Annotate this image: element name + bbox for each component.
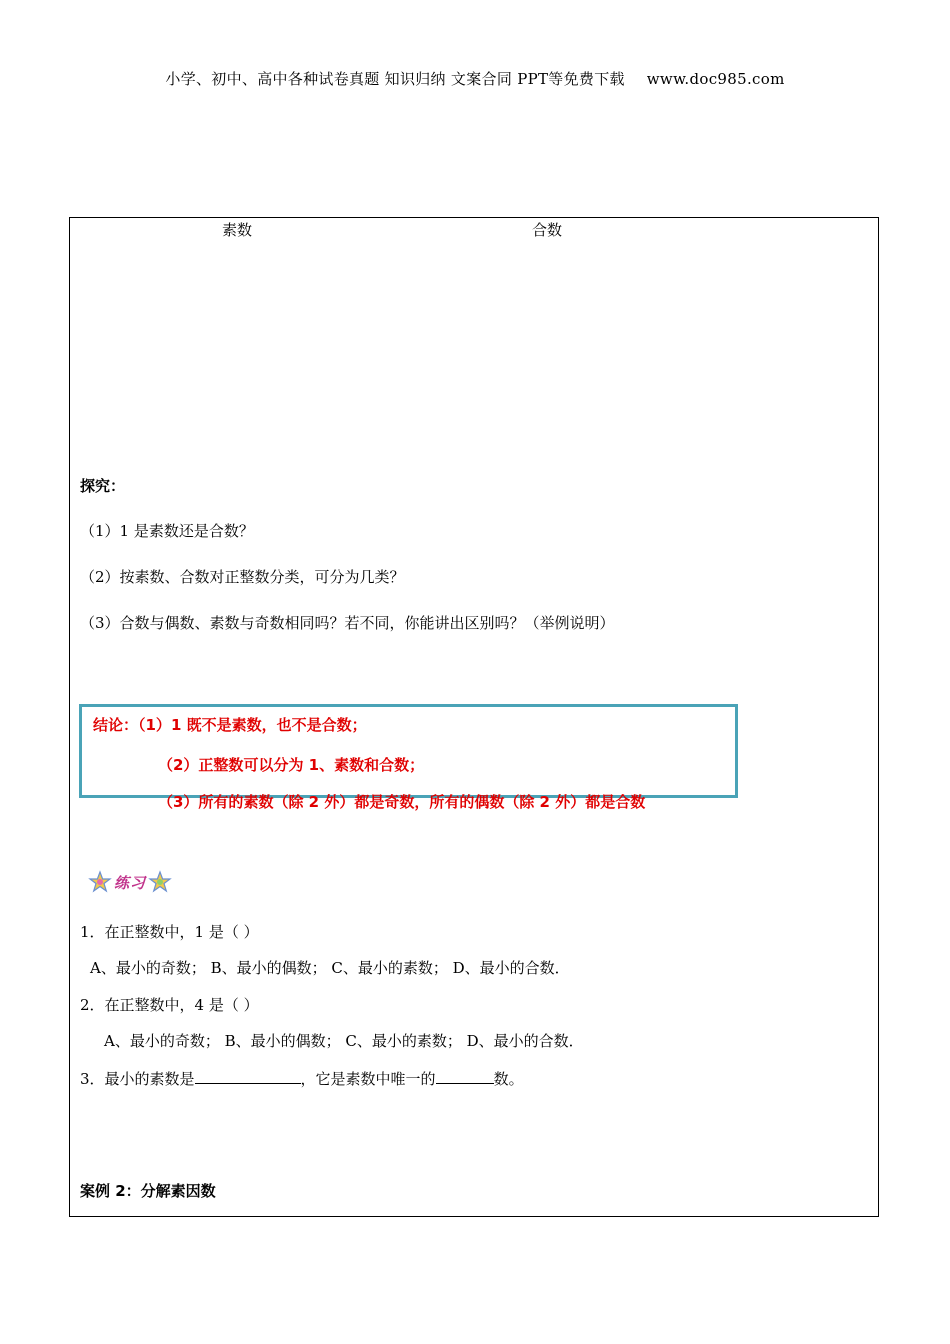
- explore-question-1: （1）1 是素数还是合数？: [80, 522, 254, 540]
- conclusion-line-3: （3）所有的素数（除 2 外）都是奇数，所有的偶数（除 2 外）都是合数: [158, 793, 646, 811]
- answer-blank-2[interactable]: [436, 1069, 494, 1084]
- star-icon: [148, 870, 172, 894]
- column-header-prime: 素数: [222, 221, 253, 239]
- conclusion-box: [79, 704, 738, 811]
- practice-question-2-options: A、最小的奇数； B、最小的偶数； C、最小的素数； D、最小的合数．: [104, 1032, 584, 1050]
- explore-title: 探究：: [80, 477, 126, 495]
- practice-question-2: 2．在正整数中，4 是（ ）: [80, 996, 259, 1014]
- explore-question-3: （3）合数与偶数、素数与奇数相同吗？若不同，你能讲出区别吗？（举例说明）: [80, 614, 615, 632]
- column-header-composite: 合数: [532, 221, 563, 239]
- explore-question-2: （2）按素数、合数对正整数分类，可分为几类？: [80, 568, 405, 586]
- answer-blank-1[interactable]: [195, 1069, 301, 1084]
- page-header: [0, 68, 950, 89]
- conclusion-line-1: 结论：（1）1 既不是素数，也不是合数；: [93, 716, 367, 734]
- practice-question-3: [80, 1068, 524, 1089]
- header-text: 小学、初中、高中各种试卷真题 知识归纳 文案合同 PPT等免费下载: [165, 70, 625, 88]
- question-3-part-2: ，它是素数中唯一的: [300, 1070, 436, 1088]
- practice-badge: [88, 868, 172, 896]
- question-3-part-1: 3．最小的素数是: [80, 1070, 195, 1088]
- practice-question-1: 1．在正整数中，1 是（ ）: [80, 923, 259, 941]
- case-2-title: 案例 2：分解素因数: [80, 1182, 216, 1200]
- header-site: www.doc985.com: [646, 70, 785, 88]
- question-3-part-3: 数。: [493, 1070, 524, 1088]
- practice-label: 练习: [114, 873, 147, 892]
- star-icon: [88, 870, 112, 894]
- practice-question-1-options: A、最小的奇数； B、最小的偶数； C、最小的素数； D、最小的合数．: [90, 959, 570, 977]
- conclusion-line-2: （2）正整数可以分为 1、素数和合数；: [158, 756, 425, 774]
